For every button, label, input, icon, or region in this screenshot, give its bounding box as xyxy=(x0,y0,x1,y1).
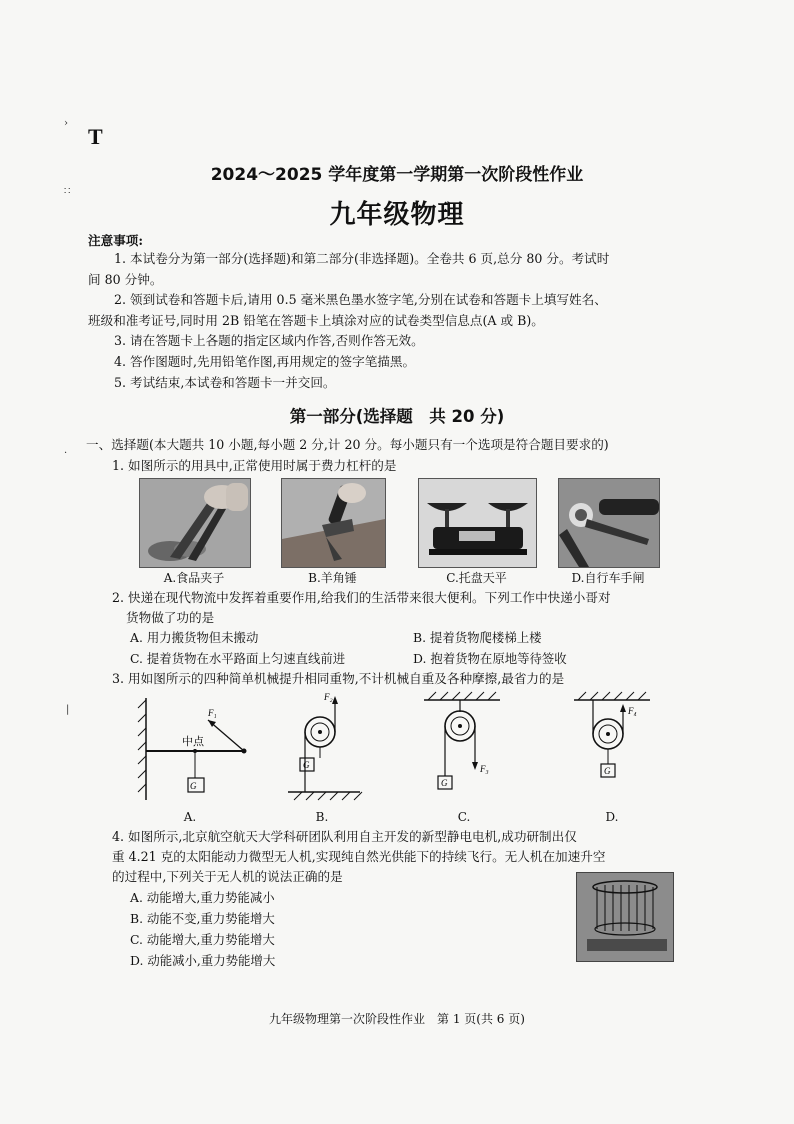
photo-micro-drone xyxy=(576,872,674,962)
photo-bicycle-brake xyxy=(558,478,660,568)
q1-caption-a: A.食品夹子 xyxy=(163,571,225,585)
q4-option-a: A. 动能增大,重力势能减小 xyxy=(130,890,275,905)
note-line: 5. 考试结束,本试卷和答题卡一并交回。 xyxy=(114,374,336,390)
diagram-fixed-pulley xyxy=(420,690,504,800)
q1-caption-b: B.羊角锤 xyxy=(308,571,357,585)
diagram-lever xyxy=(134,694,264,804)
label-g: G xyxy=(303,760,310,770)
question-4-stem-line1: 4. 如图所示,北京航空航天大学科研团队利用自主开发的新型静电电机,成功研制出仅 xyxy=(112,829,577,844)
q2-option-a: A. 用力搬货物但未搬动 xyxy=(130,630,259,645)
q4-option-c: C. 动能增大,重力势能增大 xyxy=(130,932,275,947)
notes-list xyxy=(88,249,708,393)
q3-caption-a: A. xyxy=(183,810,197,824)
photo-claw-hammer xyxy=(281,478,386,568)
note-line: 班级和准考证号,同时用 2B 铅笔在答题卡上填涂对应的试卷类型信息点(A 或 B)。 xyxy=(88,312,544,328)
photo-food-tongs xyxy=(139,478,251,568)
label-f3: F₃ xyxy=(480,764,489,774)
label-f4: F₄ xyxy=(628,706,637,716)
note-line: 3. 请在答题卡上各题的指定区域内作答,否则作答无效。 xyxy=(114,333,424,349)
label-f1: F₁ xyxy=(208,708,217,718)
question-4-stem-line3: 的过程中,下列关于无人机的说法正确的是 xyxy=(112,869,343,884)
question-3-stem: 3. 用如图所示的四种简单机械提升相同重物,不计机械自重及各种摩擦,最省力的是 xyxy=(112,671,565,686)
q3-caption-d: D. xyxy=(605,810,619,824)
q4-option-b: B. 动能不变,重力势能增大 xyxy=(130,911,275,926)
label-g: G xyxy=(604,766,611,776)
label-g: G xyxy=(441,778,448,788)
diagram-pulley-d xyxy=(570,690,654,800)
q3-caption-c: C. xyxy=(457,810,471,824)
margin-speck: · xyxy=(64,448,68,459)
note-line: 间 80 分钟。 xyxy=(88,271,163,287)
subject-title: 九年级物理 xyxy=(329,200,465,230)
notes-heading: 注意事项: xyxy=(88,233,144,248)
corner-mark: T xyxy=(88,124,103,149)
margin-speck: ∷ xyxy=(64,186,71,197)
margin-speck: | xyxy=(66,704,70,715)
q3-caption-b: B. xyxy=(315,810,329,824)
part-title: 第一部分(选择题 共 20 分) xyxy=(289,407,505,426)
margin-speck: › xyxy=(64,118,68,129)
q2-option-c: C. 提着货物在水平路面上匀速直线前进 xyxy=(130,651,346,666)
exam-title: 2024～2025 学年度第一学期第一次阶段性作业 xyxy=(210,165,584,185)
q1-caption-d: D.自行车手闸 xyxy=(571,571,645,585)
note-line: 1. 本试卷分为第一部分(选择题)和第二部分(非选择题)。全卷共 6 页,总分 80 分。考试时 xyxy=(114,251,610,266)
q4-option-d: D. 动能减小,重力势能增大 xyxy=(130,953,276,968)
question-1-stem: 1. 如图所示的用具中,正常使用时属于费力杠杆的是 xyxy=(112,458,397,473)
photo-pan-balance xyxy=(418,478,537,568)
note-line: 4. 答作图题时,先用铅笔作图,再用规定的签字笔描黑。 xyxy=(114,353,416,369)
page-footer: 九年级物理第一次阶段性作业 第 1 页(共 6 页) xyxy=(269,1012,525,1026)
q2-option-b: B. 提着货物爬楼梯上楼 xyxy=(413,630,542,645)
question-2-stem-line1: 2. 快递在现代物流中发挥着重要作用,给我们的生活带来很大便利。下列工作中快递小哥对 xyxy=(112,590,611,605)
question-4-stem-line2: 重 4.21 克的太阳能动力微型无人机,实现纯自然光供能下的持续飞行。无人机在加速升空 xyxy=(112,849,606,864)
label-midpoint: 中点 xyxy=(182,735,204,748)
note-line: 2. 领到试卷和答题卡后,请用 0.5 毫米黑色墨水签字笔,分别在试卷和答题卡上填写姓名、 xyxy=(114,292,607,308)
q2-option-d: D. 抱着货物在原地等待签收 xyxy=(413,651,567,666)
label-f2: F₂ xyxy=(324,692,333,702)
section-heading: 一、选择题(本大题共 10 小题,每小题 2 分,计 20 分。每小题只有一个选项是符合题目要求的) xyxy=(86,437,609,452)
question-2-stem-line2: 货物做了功的是 xyxy=(126,610,215,625)
diagram-movable-pulley xyxy=(284,688,364,806)
label-g: G xyxy=(190,781,197,791)
q1-caption-c: C.托盘天平 xyxy=(446,571,507,585)
